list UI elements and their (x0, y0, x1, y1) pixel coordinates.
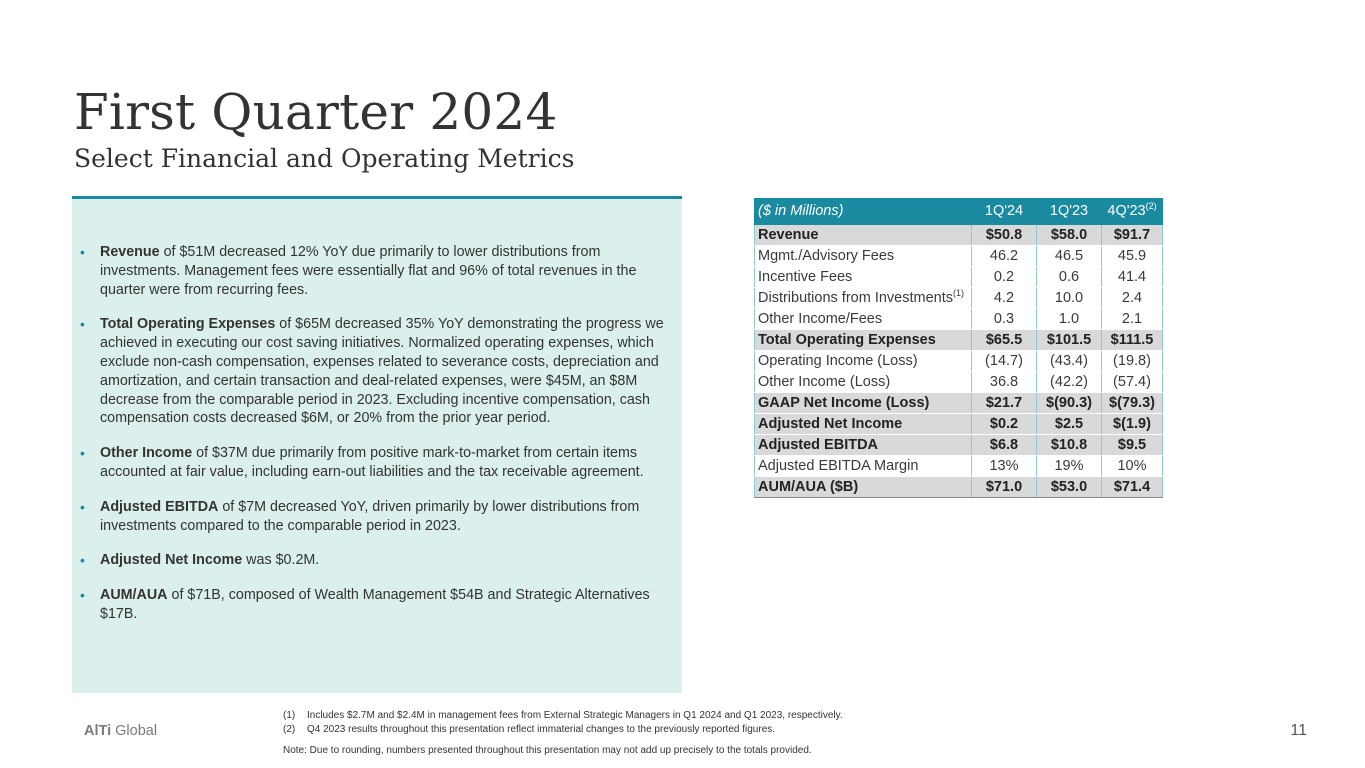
row-label (755, 288, 972, 309)
row-value: 4.2 (972, 288, 1037, 309)
footnote-text: Includes $2.7M and $2.4M in management fees from External Strategic Managers in Q1 2024 and Q1 2023, respectively. (307, 710, 843, 721)
row-value: $101.5 (1037, 330, 1102, 351)
row-value: 2.1 (1102, 309, 1163, 330)
row-label: Adjusted Net Income (755, 414, 972, 435)
bullet-aum (80, 586, 678, 624)
table-row (755, 477, 1163, 498)
row-value: $10.8 (1037, 435, 1102, 456)
table-row (755, 330, 1163, 351)
row-value: (14.7) (972, 351, 1037, 372)
table-row (755, 414, 1163, 435)
row-value: (19.8) (1102, 351, 1163, 372)
page-subtitle: Select Financial and Operating Metrics (74, 144, 575, 173)
bullet-dot-icon: • (80, 244, 85, 260)
row-label: Other Income (Loss) (755, 372, 972, 393)
table-row (755, 351, 1163, 372)
row-footnote-ref: (1) (953, 288, 965, 299)
row-label: Incentive Fees (755, 267, 972, 288)
row-value: (43.4) (1037, 351, 1102, 372)
bullet-bold: Revenue (100, 244, 160, 260)
row-value: $21.7 (972, 393, 1037, 414)
row-value: $91.7 (1102, 225, 1163, 246)
bullet-text: of $65M decreased 35% YoY demonstrating the progress we achieved in executing our cost saving initiatives. Normalized operating expenses, which exclude non-cash compensation, expenses related to severance costs, depreciation and amortization, and certain transaction and deal-related expenses, were $45M, an $8M decrease from the comparable period in 2023. Excluding incentive compensation, cash compensation costs decreased $6M, or 20% from the prior year period. (100, 316, 664, 427)
row-value: $50.8 (972, 225, 1037, 246)
row-value: 46.5 (1037, 246, 1102, 267)
bullet-bold: Adjusted EBITDA (100, 498, 219, 515)
row-label: Operating Income (Loss) (755, 351, 972, 372)
row-value: $(79.3) (1102, 393, 1163, 414)
row-value: 13% (972, 456, 1037, 477)
row-value: $(1.9) (1102, 414, 1163, 435)
row-value: (57.4) (1102, 372, 1163, 393)
row-value: 1.0 (1037, 309, 1102, 330)
table-row (755, 309, 1163, 330)
row-value: 19% (1037, 456, 1102, 477)
bullet-opex (80, 315, 678, 428)
logo-bold: AlTi (84, 723, 112, 739)
bullet-bold: Adjusted Net Income (100, 552, 243, 569)
bullet-text: of $51M decreased 12% YoY due primarily to lower distributions from investments. Management fees were essentially flat and 96% of total revenues in the quarter were from recurring fees. (100, 244, 637, 298)
row-value: $0.2 (972, 414, 1037, 435)
footnote-number: (1) (283, 710, 296, 721)
bullet-text: was $0.2M. (242, 552, 320, 569)
table-header-label: ($ in Millions) (755, 198, 972, 225)
row-value: 36.8 (972, 372, 1037, 393)
logo-rest: Global (111, 723, 158, 739)
col3-footnote-ref: (2) (1145, 201, 1157, 212)
table-header-col2: 1Q'23 (1037, 198, 1102, 225)
bullet-dot-icon: • (80, 316, 85, 333)
footnote-number: (2) (283, 724, 296, 735)
row-value: $71.4 (1102, 477, 1163, 498)
table-header-col1: 1Q'24 (972, 198, 1037, 225)
bullet-dot-icon: • (80, 552, 85, 569)
commentary-panel (72, 196, 682, 693)
bullet-bold: Total Operating Expenses (100, 316, 276, 333)
footnote (283, 709, 843, 723)
metrics-table (754, 198, 1163, 498)
row-label: Adjusted EBITDA (755, 435, 972, 456)
footnote (283, 723, 843, 737)
row-value: 46.2 (972, 246, 1037, 267)
row-value: $9.5 (1102, 435, 1163, 456)
row-value: $6.8 (972, 435, 1037, 456)
row-value: $53.0 (1037, 477, 1102, 498)
row-value: $65.5 (972, 330, 1037, 351)
bullet-other-income (80, 444, 678, 482)
row-value: 2.4 (1102, 288, 1163, 309)
table-row (755, 225, 1163, 246)
row-value: 10.0 (1037, 288, 1102, 309)
row-value: 0.3 (972, 309, 1037, 330)
bullet-adjusted-net-income (80, 551, 678, 570)
table-header-row (755, 198, 1163, 225)
row-label: Revenue (755, 225, 972, 246)
page-number: 11 (1290, 722, 1307, 739)
row-label: Mgmt./Advisory Fees (755, 246, 972, 267)
row-value: 45.9 (1102, 246, 1163, 267)
bullet-adjusted-ebitda (80, 498, 678, 536)
commentary-list (80, 243, 678, 640)
footnotes (283, 709, 843, 758)
row-value: $71.0 (972, 477, 1037, 498)
table-row (755, 435, 1163, 456)
company-logo (84, 723, 157, 739)
bullet-bold: AUM/AUA (100, 587, 168, 604)
table-row (755, 372, 1163, 393)
table-row (755, 267, 1163, 288)
rounding-note: Note: Due to rounding, numbers presented throughout this presentation may not add up precisely to the totals provided. (283, 745, 812, 756)
row-label-text: Distributions from Investments (758, 290, 954, 306)
bullet-revenue (80, 243, 678, 299)
row-label: GAAP Net Income (Loss) (755, 393, 972, 414)
row-value: 0.6 (1037, 267, 1102, 288)
table-row (755, 288, 1163, 309)
row-value: 10% (1102, 456, 1163, 477)
row-label: Total Operating Expenses (755, 330, 972, 351)
row-value: $58.0 (1037, 225, 1102, 246)
bullet-dot-icon: • (80, 587, 85, 604)
bullet-dot-icon: • (80, 498, 85, 515)
page-title: First Quarter 2024 (74, 83, 558, 141)
bullet-text: of $71B, composed of Wealth Management $54B and Strategic Alternatives $17B. (100, 587, 650, 622)
footnote-text: Q4 2023 results throughout this presentation reflect immaterial changes to the previously reported figures. (307, 724, 776, 735)
bullet-text: of $37M due primarily from positive mark-to-market from certain items accounted at fair value, including earn-out liabilities and the tax receivable agreement. (100, 445, 644, 480)
col3-label: 4Q'23 (1107, 203, 1146, 219)
table-row (755, 246, 1163, 267)
row-label: Other Income/Fees (755, 309, 972, 330)
table-row (755, 456, 1163, 477)
row-label: Adjusted EBITDA Margin (755, 456, 972, 477)
row-value: $111.5 (1102, 330, 1163, 351)
row-value: $(90.3) (1037, 393, 1102, 414)
table-header-col3 (1102, 198, 1163, 225)
bullet-bold: Other Income (100, 445, 193, 462)
bullet-text: of $7M decreased YoY, driven primarily by lower distributions from investments compared to the comparable period in 2023. (100, 498, 640, 534)
bullet-dot-icon: • (80, 445, 85, 462)
row-value: 41.4 (1102, 267, 1163, 288)
row-value: $2.5 (1037, 414, 1102, 435)
table-row (755, 393, 1163, 414)
row-value: (42.2) (1037, 372, 1102, 393)
row-value: 0.2 (972, 267, 1037, 288)
row-label: AUM/AUA ($B) (755, 477, 972, 498)
